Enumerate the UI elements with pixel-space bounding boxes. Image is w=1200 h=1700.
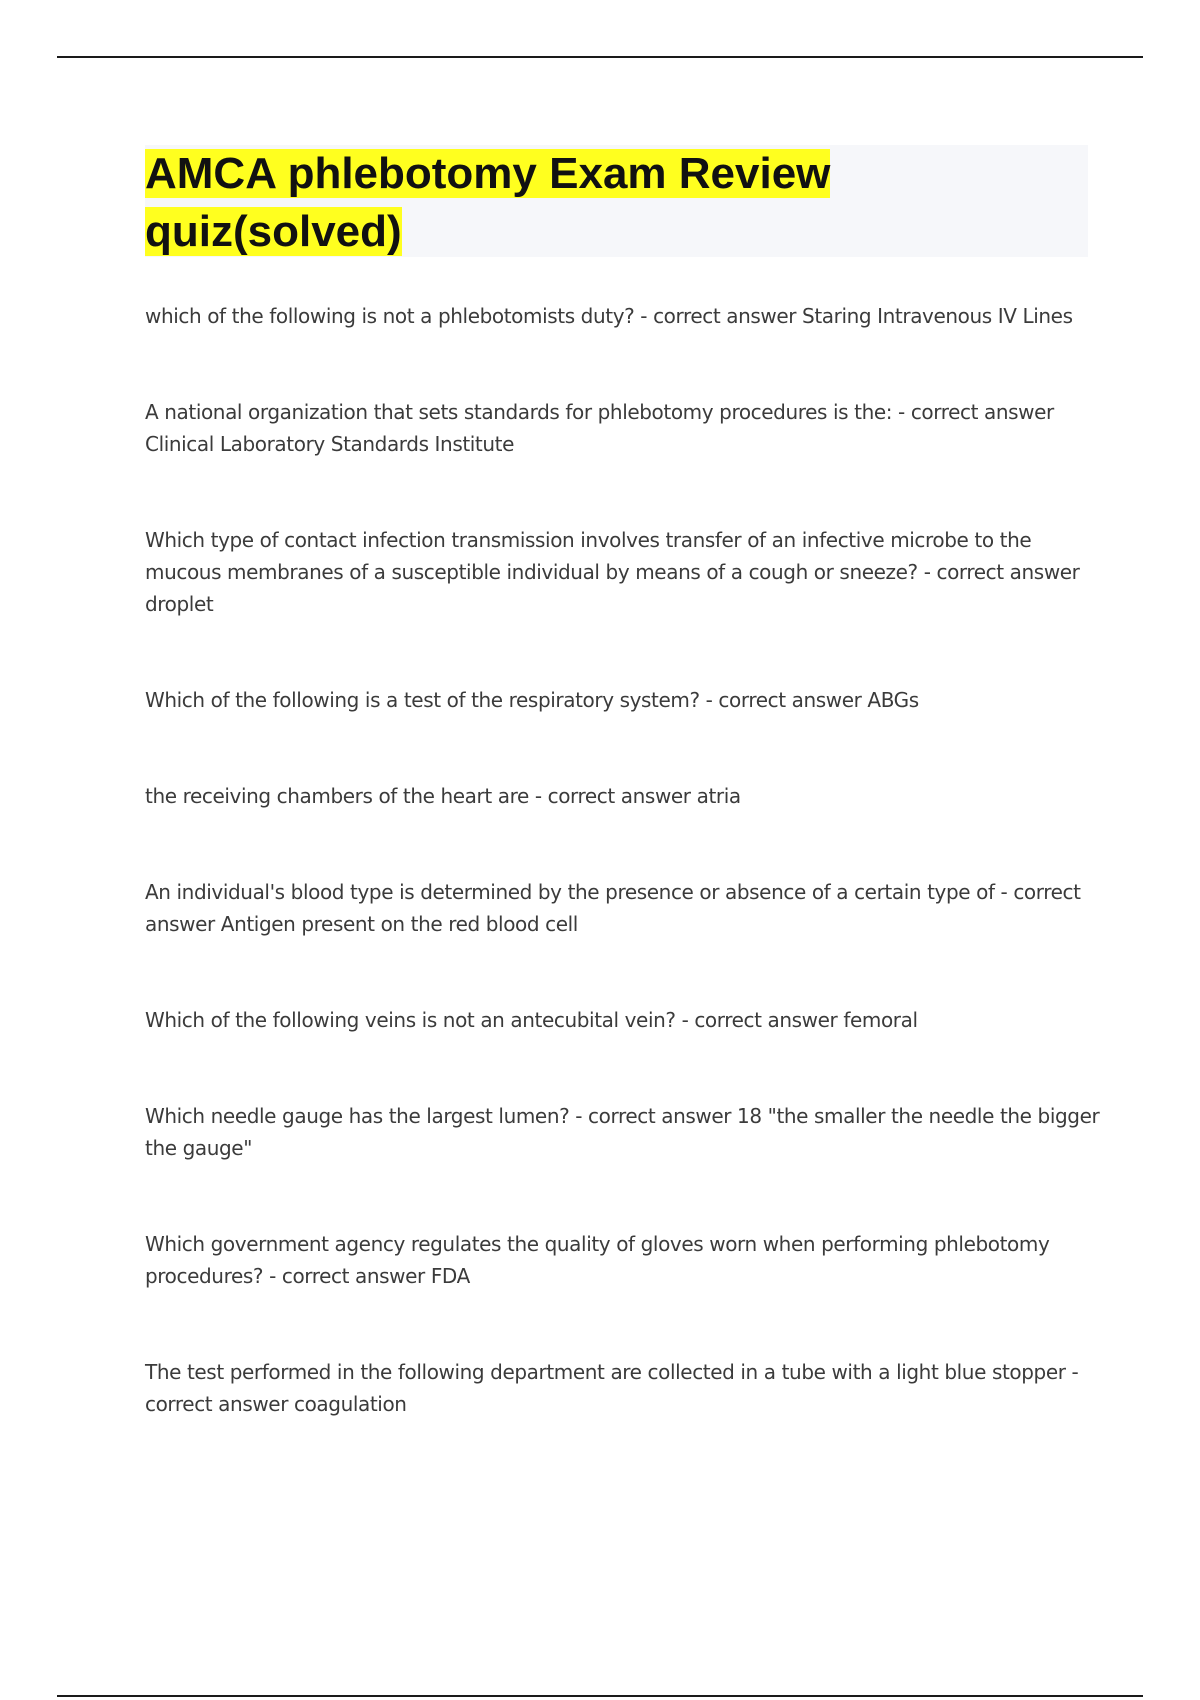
- qa-item: the receiving chambers of the heart are - correct answer atria: [145, 784, 741, 808]
- qa-item: The test performed in the following department are collected in a tube with a light blue stopper - correct answer coagulation: [145, 1360, 1079, 1416]
- qa-item: A national organization that sets standards for phlebotomy procedures is the: - correct answer Clinical Laboratory Standards Institute: [145, 400, 1054, 456]
- qa-item: Which needle gauge has the largest lumen? - correct answer 18 "the smaller the needle the bigger the gauge": [145, 1104, 1100, 1160]
- qa-item: which of the following is not a phlebotomists duty? - correct answer Staring Intravenous IV Lines: [145, 304, 1073, 328]
- qa-list: [145, 300, 1100, 1484]
- qa-item: Which of the following veins is not an antecubital vein? - correct answer femoral: [145, 1008, 918, 1032]
- qa-item: An individual's blood type is determined by the presence or absence of a certain type of - correct answer Antigen present on the red blood cell: [145, 880, 1081, 936]
- qa-item: Which government agency regulates the quality of gloves worn when performing phlebotomy procedures? - correct answer FDA: [145, 1232, 1050, 1288]
- qa-item: Which type of contact infection transmission involves transfer of an infective microbe to the mucous membranes of a susceptible individual by means of a cough or sneeze? - correct answer droplet: [145, 528, 1080, 616]
- qa-item: Which of the following is a test of the respiratory system? - correct answer ABGs: [145, 688, 919, 712]
- bottom-rule: [57, 1695, 1143, 1697]
- document-title: [145, 145, 1088, 261]
- top-rule: [57, 56, 1143, 58]
- title-block: [145, 145, 1088, 257]
- document-title-text: AMCA phlebotomy Exam Review quiz(solved): [145, 149, 831, 256]
